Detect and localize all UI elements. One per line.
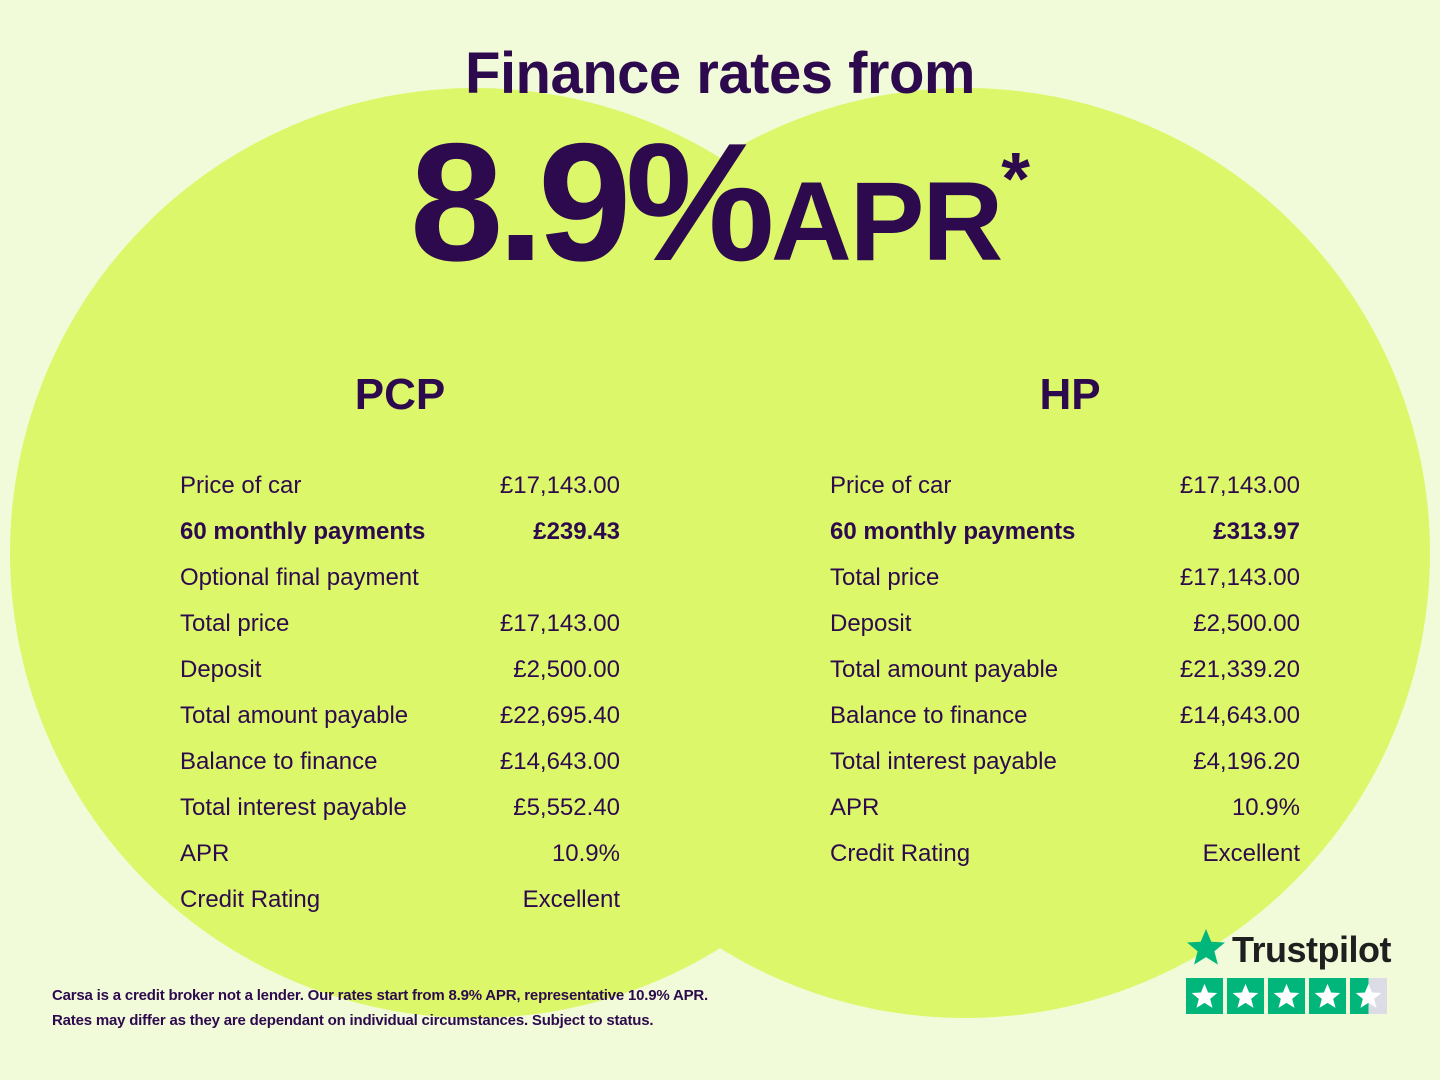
row-value: £239.43 [533,518,620,545]
trustpilot-stars [1186,978,1392,1014]
row-label: Total amount payable [180,702,409,729]
table-row [180,696,620,742]
row-value: 10.9% [551,840,620,867]
star-icon-1 [1186,978,1223,1014]
row-label: APR [180,840,230,867]
table-row [830,696,1300,742]
table-row [830,650,1300,696]
rate-apr-label: APR [770,159,1002,284]
table-row [830,558,1300,604]
row-label: Credit Rating [180,886,321,913]
pcp-column-title: PCP [354,370,446,419]
rate-number: 8.9% [409,108,769,296]
row-value: £21,339.20 [1179,656,1300,683]
table-row [830,742,1300,788]
pcp-column [0,370,720,926]
row-label: Optional final payment [180,564,419,591]
finance-comparison [0,370,1440,926]
disclaimer-line-1: Carsa is a credit broker not a lender. Our rates start from 8.9% APR, representative 10.9% APR. [52,987,708,1004]
disclaimer [52,984,708,1034]
row-label: APR [830,794,880,821]
row-label: Price of car [830,472,952,499]
table-row [830,466,1300,512]
row-value: £313.97 [1213,518,1300,545]
disclaimer-line-2: Rates may differ as they are dependant on individual circumstances. Subject to status. [52,1011,654,1029]
row-value: £14,643.00 [499,748,620,775]
table-row [180,788,620,834]
row-label: Deposit [180,656,262,683]
table-row [180,742,620,788]
table-row [180,512,620,558]
table-row [180,466,620,512]
hp-column-title: HP [1039,370,1101,419]
trustpilot-star-icon [1186,928,1226,971]
row-label: Total price [180,610,290,637]
row-value: £2,500.00 [1193,610,1300,637]
row-value: £17,143.00 [1179,564,1300,591]
star-icon-5-half [1350,978,1387,1014]
table-row [180,880,620,926]
star-icon-2 [1227,978,1264,1014]
star-icon-4 [1309,978,1346,1014]
table-row [180,604,620,650]
row-label: Total interest payable [180,794,407,821]
row-value: £14,643.00 [1179,702,1300,729]
row-label: Total price [830,564,940,591]
row-value: 10.9% [1231,794,1300,821]
rate-asterisk: * [1001,137,1031,220]
trustpilot-wordmark: Trustpilot [1232,928,1391,970]
row-value: £2,500.00 [513,656,620,683]
hp-column [720,370,1440,926]
row-value: Excellent [522,886,620,913]
table-row [830,512,1300,558]
table-row [830,604,1300,650]
table-row [180,558,620,604]
row-label: Credit Rating [830,840,971,867]
row-label: Deposit [830,610,912,637]
table-row [180,650,620,696]
row-value: £5,552.40 [513,794,620,821]
row-value: £4,196.20 [1193,748,1300,775]
trustpilot-logo [1186,928,1392,971]
row-label: Total amount payable [830,656,1059,683]
row-value: Excellent [1202,840,1300,867]
row-label: Balance to finance [180,748,378,775]
row-label: 60 monthly payments [180,518,426,545]
headline-rate [0,108,1440,296]
table-row [180,834,620,880]
page-title: Finance rates from [465,41,975,106]
star-icon-3 [1268,978,1305,1014]
row-label: Total interest payable [830,748,1057,775]
row-value: £17,143.00 [1179,472,1300,499]
row-value: £17,143.00 [499,472,620,499]
row-value: £22,695.40 [499,702,620,729]
trustpilot-rating[interactable] [1186,928,1392,1014]
table-row [830,788,1300,834]
row-value: £17,143.00 [499,610,620,637]
row-label: 60 monthly payments [830,518,1076,545]
row-label: Balance to finance [830,702,1028,729]
table-row [830,834,1300,880]
row-label: Price of car [180,472,302,499]
